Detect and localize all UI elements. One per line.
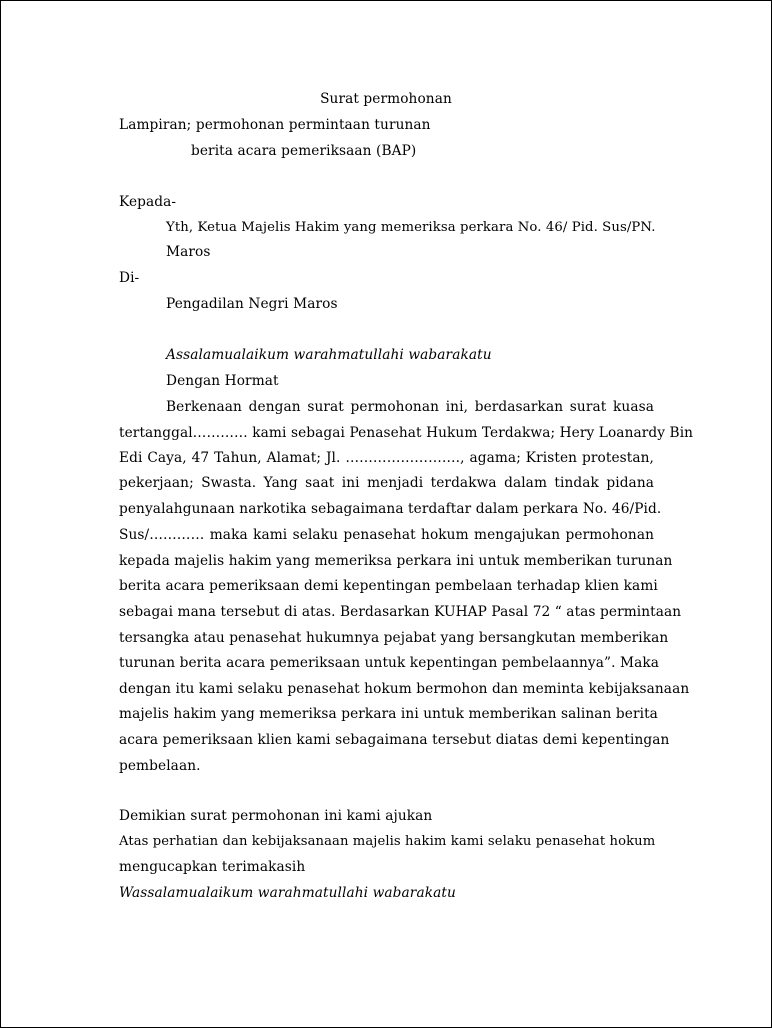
body-line: pembelaan. [119,758,201,774]
body-line: berita acara pemeriksaan demi kepentingan pembelaan terhadap klien kami [119,578,658,594]
kepada-addressee-line-2: Maros [166,244,211,260]
body-line: turunan berita acara pemeriksaan untuk kepentingan pembelaannya”. Maka [119,655,660,671]
closing-line-2: Atas perhatian dan kebijaksanaan majelis hakim kami selaku penasehat hokum [119,834,656,849]
body-line: pekerjaan; Swasta. Yang saat ini menjadi terdakwa dalam tindak pidana [119,475,654,491]
body-line: kepada majelis hakim yang memeriksa perkara ini untuk memberikan turunan [119,553,673,569]
lampiran-line-1: Lampiran; permohonan permintaan turunan [119,117,431,133]
body-line: tertanggal………… kami sebagai Penasehat Hukum Terdakwa; Hery Loanardy Bin [119,425,694,441]
body-line: tersangka atau penasehat hukumnya pejabat yang bersangkutan memberikan [119,630,669,646]
body-line: Sus/………… maka kami selaku penasehat hokum mengajukan permohonan [119,527,654,543]
lampiran-line-2: berita acara pemeriksaan (BAP) [191,143,417,159]
body-line: dengan itu kami selaku penasehat hokum bermohon dan meminta kebijaksanaan [119,681,690,697]
letter-title: Surat permohonan [320,91,452,107]
opening-greeting: Assalamualaikum warahmatullahi wabarakatu [166,347,492,363]
salutation: Dengan Hormat [166,373,279,389]
body-line: majelis hakim yang memeriksa perkara ini untuk memberikan salinan berita [119,706,658,722]
closing-line-1: Demikian surat permohonan ini kami ajukan [119,808,433,824]
kepada-label: Kepada- [119,194,177,210]
di-place: Pengadilan Negri Maros [166,296,338,312]
body-line: Berkenaan dengan surat permohonan ini, berdasarkan surat kuasa [166,399,654,415]
di-label: Di- [119,270,140,286]
body-line: acara pemeriksaan klien kami sebagaimana tersebut diatas demi kepentingan [119,732,670,748]
body-line: Edi Caya, 47 Tahun, Alamat; Jl. ……………………., agama; Kristen protestan, [119,450,654,466]
body-line: sebagai mana tersebut di atas. Berdasarkan KUHAP Pasal 72 “ atas permintaan [119,604,682,620]
body-line: penyalahgunaan narkotika sebagaimana terdaftar dalam perkara No. 46/Pid. [119,501,662,517]
closing-line-3: mengucapkan terimakasih [119,859,306,875]
closing-farewell: Wassalamualaikum warahmatullahi wabarakatu [119,885,456,901]
kepada-addressee-line-1: Yth, Ketua Majelis Hakim yang memeriksa perkara No. 46/ Pid. Sus/PN. [166,220,656,235]
